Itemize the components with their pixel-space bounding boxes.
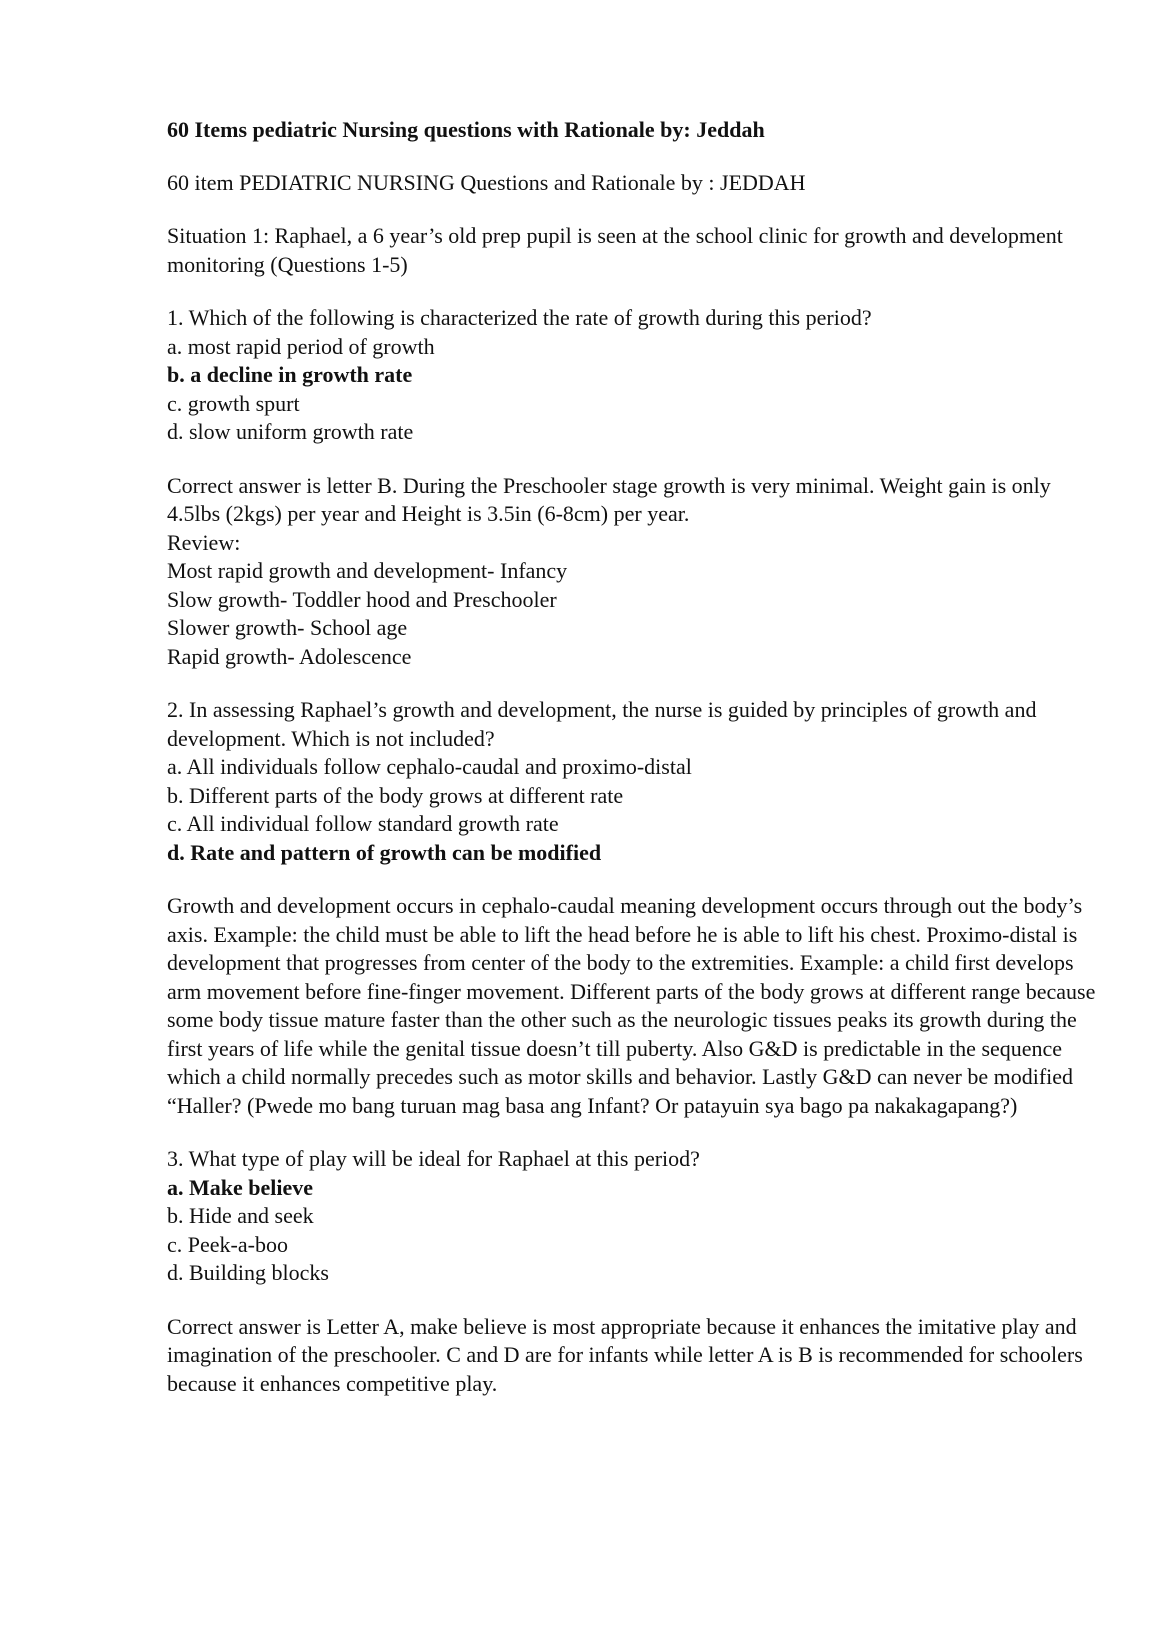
question-3-text: 3. What type of play will be ideal for Raphael at this period? (167, 1146, 700, 1171)
question-1-option-c: c. growth spurt (167, 390, 300, 416)
question-3-option-a-correct: a. Make believe (167, 1174, 314, 1200)
situation-text: Situation 1: Raphael, a 6 year’s old prep pupil is seen at the school clinic for growth and development monitoring (Questions 1-5) (167, 223, 1063, 277)
question-3-option-c: c. Peek-a-boo (167, 1231, 288, 1257)
question-3-rationale: Correct answer is Letter A, make believe is most appropriate because it enhances the imitative play and imagination of the preschooler. C and D are for infants while letter A is B is recommended for schoolers because it enhances competitive play. (167, 1313, 1083, 1396)
question-2-option-a: a. All individuals follow cephalo-caudal and proximo-distal (167, 754, 692, 779)
question-2-option-c: c. All individual follow standard growth rate (167, 811, 559, 836)
question-1-rationale-text: Correct answer is letter B. During the Preschooler stage growth is very minimal. Weight gain is only 4.5lbs (2kgs) per year and Height is 3.5in (6-8cm) per year. (167, 472, 1051, 526)
question-1 (167, 304, 1097, 447)
question-1-text: 1. Which of the following is characterized the rate of growth during this period? (167, 305, 872, 330)
question-2-text: 2. In assessing Raphael’s growth and development, the nurse is guided by principles of growth and development. Which is not included? (167, 697, 1037, 751)
question-1-option-a: a. most rapid period of growth (167, 333, 435, 359)
question-1-rationale (167, 472, 1097, 672)
question-3 (167, 1145, 1097, 1288)
question-1-option-d: d. slow uniform growth rate (167, 419, 414, 444)
review-item: Rapid growth- Adolescence (167, 643, 412, 669)
question-1-option-b-correct: b. a decline in growth rate (167, 362, 413, 387)
review-item: Most rapid growth and development- Infancy (167, 558, 568, 583)
document-subtitle: 60 item PEDIATRIC NURSING Questions and Rationale by : JEDDAH (167, 169, 806, 195)
review-item: Slower growth- School age (167, 615, 408, 640)
question-2-rationale: Growth and development occurs in cephalo-caudal meaning development occurs through out the body’s axis. Example: the child must be able to lift the head before he is able to lift his chest. Proximo-distal is development that progresses from center of the body to the extremities. Example: a child first develops arm movement before fine-finger movement. Different parts of the body grows at different range because some body tissue mature faster than the other such as the neurologic tissues peaks its growth during the first years of life while the genital tissue doesn’t till puberty. Also G&D is predictable in the sequence which a child normally precedes such as motor skills and behavior. Lastly G&D can never be modified “Haller? (Pwede mo bang turuan mag basa ang Infant? Or patayuin sya bago pa nakakagapang?) (167, 893, 1096, 1118)
question-2-option-d-correct: d. Rate and pattern of growth can be modified (167, 839, 602, 865)
question-3-option-b: b. Hide and seek (167, 1203, 314, 1228)
review-item: Slow growth- Toddler hood and Preschooler (167, 586, 557, 612)
question-2 (167, 696, 1097, 867)
question-2-option-b: b. Different parts of the body grows at different rate (167, 782, 624, 808)
review-label: Review: (167, 529, 241, 555)
question-3-option-d: d. Building blocks (167, 1260, 329, 1285)
document-title: 60 Items pediatric Nursing questions with Rationale by: Jeddah (167, 117, 765, 142)
document-content (167, 116, 1097, 1423)
